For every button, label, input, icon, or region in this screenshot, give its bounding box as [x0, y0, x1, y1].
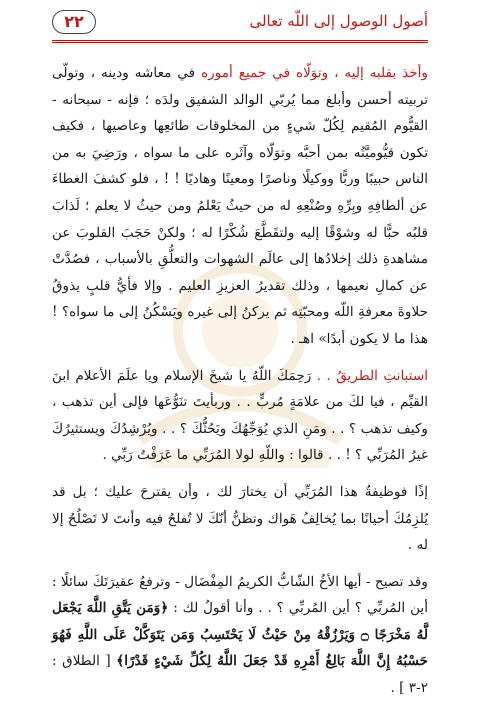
paragraph-2-text: رَحِمَكَ اللّهُ يا شيخَ الإسلام ويا علَمَ الأعلام ابنَ القيِّم ، فيا لكَ من علامَةٍ مُربٍّ . . وربأيتَ تنَوُّعَها فإلى أين تذهب ، وكيف تذهب ؟ . . ومَنِ الذي يُوَجِّهُكَ ويَحُثُّكَ ؟ . . ويُرْشِدُكَ ويستثيرُكَ غيرُ المُرَبِّي ؟ ! . . قالوا : واللّهِ لولا المُرَبِّي ما عَرَفْتُ رَبِّي . — [52, 367, 428, 464]
book-title: أصول الوصول إلى اللّه تعالى — [249, 12, 428, 30]
main-text — [52, 60, 428, 702]
paragraph-4 — [52, 569, 428, 702]
quran-verse: ﴿وَمَن يَتَّقِ اللَّهَ يَجْعَل لَّهُ مَخْرَجًا ۝ وَيَرْزُقْهُ مِنْ حَيْثُ لَا يَحْتَسِبُ وَمَن يَتَوَكَّلْ عَلَى اللَّهِ فَهُوَ حَسْبُهُ إِنَّ اللَّهَ بَالِغُ أَمْرِهِ قَدْ جَعَلَ اللَّهُ لِكُلِّ شَيْءٍ قَدْرًا﴾ — [52, 600, 428, 670]
paragraph-2-lead: استبانتِ الطريقُ . . — [316, 367, 428, 384]
paragraph-1-text: في معاشه ودينه ، وتولّى تربيته أحسن وأبلغ مما يُربّي الوالد الشفيق ولدَه ؛ فإنه - سبحانه - القيُّوم المُقيم لِكُلّ شيءٍ من المخلوقات طائعِها وعاصيها ، فكيف تكون قيُّوميَّتُه بمن أحبَّه وتوَلّاه وآثَره على ما سواه ، ورَضِيَ به من الناس حبيبًا وربًّا ووكيلًا وناصرًا ومعينًا وهاديًا ! ! ، فلو كشفَ الغطاءَ عن ألطافِهِ وبِرِّهِ وصُنْعِهِ له من حيثُ يَعْلمُ ومن حيثُ لا يعلم ؛ لَذابَ قلبُه حبًّا له وشوْقًا إليه ولتقَطَّعَ شُكْرًا له ؛ ولكنْ حَجَبَ القلوبَ عن مشاهدةِ ذلك إخلادُها إلى عالَم الشهوات والتعلُّقِ بالأسباب ، فصُدَّتْ عن كمالِ نعيمها ، وذلك تقديرُ العزيزِ العليم . وإلا فأيُّ قلبٍ يذوقُ حلاوةَ معرفةِ اللّه ومحبّتِه ثم يركنُ إلى غيره ويَسْكُنُ إلى ما سواه؟ ! هذا ما لا يكون أبدًا» اهـ . — [52, 65, 428, 347]
page-number: ٢٢ — [52, 10, 96, 34]
paragraph-1 — [52, 60, 428, 353]
verse-citation: [ الطلاق : ٢-٣ ] . — [52, 653, 428, 697]
paragraph-4-text: وقد تصيح - أيها الأخُ الشّابُّ الكريمُ المِفْضَال - وترفعُ عقيرَتَكَ سائلًا : أين المُربِّي ؟ أين المُربِّي ؟ . . وأنا أقولُ لك : — [52, 573, 429, 617]
paragraph-3-text: إذًا فوظيفةُ هذا المُرَبِّي أن يختارَ لك ، وأن يقترحَ عليك ؛ بل قد يُلزِمُكَ أحيانًا بما يُخالِفُ هَواك وتظنُّ أنّكَ لا تُفلحُ فيه وأنتَ لا تَصْلُحُ إلا له . — [52, 483, 428, 554]
paragraph-2 — [52, 363, 428, 469]
paragraph-1-lead: وأخذ بقلبه إليه ، وتوَلّاه في جميع أموره — [201, 65, 428, 81]
paragraph-3 — [52, 479, 428, 559]
page-header — [52, 10, 428, 43]
